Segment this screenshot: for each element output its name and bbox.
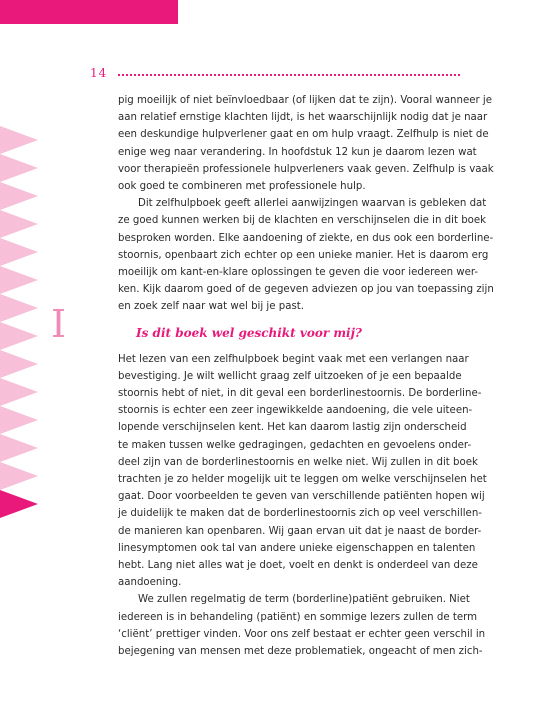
triangle-mark bbox=[0, 406, 38, 434]
text-line: ken. Kijk daarom goed of de gegeven adviezen op jou van toepassing zijn bbox=[118, 284, 494, 296]
text-line: iedereen is in behandeling (patiënt) en sommige lezers zullen de term bbox=[118, 611, 478, 623]
text-line: te maken tussen welke gedragingen, gedachten en gevoelens onder- bbox=[118, 439, 472, 451]
text-line: linesymptomen ook tal van andere unieke eigenschappen en talenten bbox=[118, 542, 476, 554]
text-line: hebt. Lang niet alles wat je doet, voelt en denkt is onderdeel van deze bbox=[118, 560, 478, 572]
text-line: deel zijn van de borderlinestoornis en welke niet. Wij zullen in dit boek bbox=[118, 456, 478, 468]
text-line: ze goed kunnen werken bij de klachten en verschijnselen die in dit boek bbox=[118, 215, 487, 227]
triangle-mark bbox=[0, 350, 38, 378]
triangle-mark bbox=[0, 154, 38, 182]
page-number: 14 bbox=[90, 66, 108, 80]
text-line: aandoening. bbox=[118, 577, 182, 589]
body-text bbox=[118, 92, 494, 660]
triangle-mark bbox=[0, 462, 38, 490]
triangle-mark bbox=[0, 238, 38, 266]
triangle-mark bbox=[0, 322, 38, 350]
triangle-mark bbox=[0, 490, 38, 518]
text-line: enige weg naar verandering. In hoofdstuk 12 kun je daarom lezen wat bbox=[118, 146, 477, 158]
text-line: besproken worden. Elke aandoening of ziekte, en dus ook een borderline- bbox=[118, 232, 494, 244]
triangle-mark bbox=[0, 126, 38, 154]
triangle-mark bbox=[0, 434, 38, 462]
triangle-mark bbox=[0, 378, 38, 406]
text-line: moeilijk om kant-en-klare oplossingen te geven die voor iedereen wer- bbox=[118, 267, 479, 279]
triangle-mark bbox=[0, 210, 38, 238]
text-line: je duidelijk te maken dat de borderlinestoornis zich op veel verschillen- bbox=[118, 508, 482, 520]
paragraph bbox=[118, 351, 487, 592]
text-line: en zoek zelf naar wat wel bij je past. bbox=[118, 301, 305, 313]
text-line: stoornis, openbaart zich echter op een unieke manier. Het is daarom erg bbox=[118, 249, 489, 261]
text-line: Het lezen van een zelfhulpboek begint vaak met een verlangen naar bbox=[118, 353, 469, 365]
triangle-mark bbox=[0, 294, 38, 322]
paragraph bbox=[118, 92, 494, 195]
chapter-letter: I bbox=[51, 302, 67, 346]
text-line: Dit zelfhulpboek geeft allerlei aanwijzingen waarvan is gebleken dat bbox=[138, 198, 487, 210]
text-line: stoornis is echter een zeer ingewikkelde aandoening, die vele uiteen- bbox=[118, 405, 473, 417]
text-line: stoornis hebt of niet, in dit geval een borderlinestoornis. De borderline- bbox=[118, 388, 482, 400]
text-line: de manieren kan openbaren. Wij gaan ervan uit dat je naast de border- bbox=[118, 525, 482, 537]
text-line: trachten je zo helder mogelijk uit te leggen om welke verschijnselen het bbox=[118, 474, 487, 486]
top-accent-bar bbox=[0, 0, 178, 24]
section-heading: Is dit boek wel geschikt voor mij? bbox=[136, 325, 362, 340]
text-line: ook goed te combineren met professionele hulp. bbox=[118, 181, 366, 193]
text-line: bevestiging. Je wilt wellicht graag zelf uitzoeken of je een bepaalde bbox=[118, 370, 462, 382]
text-line: ‘cliënt’ prettiger vinden. Voor ons zelf bestaat er echter geen verschil in bbox=[118, 628, 486, 640]
text-line: voor therapieën professionele hulpverleners vaak geven. Zelfhulp is vaak bbox=[118, 163, 494, 175]
side-triangle-ornament bbox=[0, 126, 40, 518]
text-line: We zullen regelmatig de term (borderline)patiënt gebruiken. Niet bbox=[138, 594, 470, 606]
text-line: gaat. Door voorbeelden te geven van verschillende patiënten hopen wij bbox=[118, 491, 485, 503]
triangle-mark bbox=[0, 266, 38, 294]
text-line: een deskundige hulpverlener gaat en om hulp vraagt. Zelfhulp is niet de bbox=[118, 129, 489, 141]
text-line: pig moeilijk of niet beïnvloedbaar (of lijken dat te zijn). Vooral wanneer je bbox=[118, 95, 493, 106]
triangle-mark bbox=[0, 182, 38, 210]
text-line: aan relatief ernstige klachten lijdt, is het waarschijnlijk nodig dat je naar bbox=[118, 112, 488, 124]
paragraph bbox=[118, 195, 494, 315]
text-line: bejegening van mensen met deze problematiek, ongeacht of men zich- bbox=[118, 646, 483, 658]
text-line: lopende verschijnselen kent. Het kan daarom lastig zijn onderscheid bbox=[118, 422, 467, 434]
dotted-header-rule bbox=[118, 74, 460, 76]
paragraph bbox=[118, 591, 486, 660]
